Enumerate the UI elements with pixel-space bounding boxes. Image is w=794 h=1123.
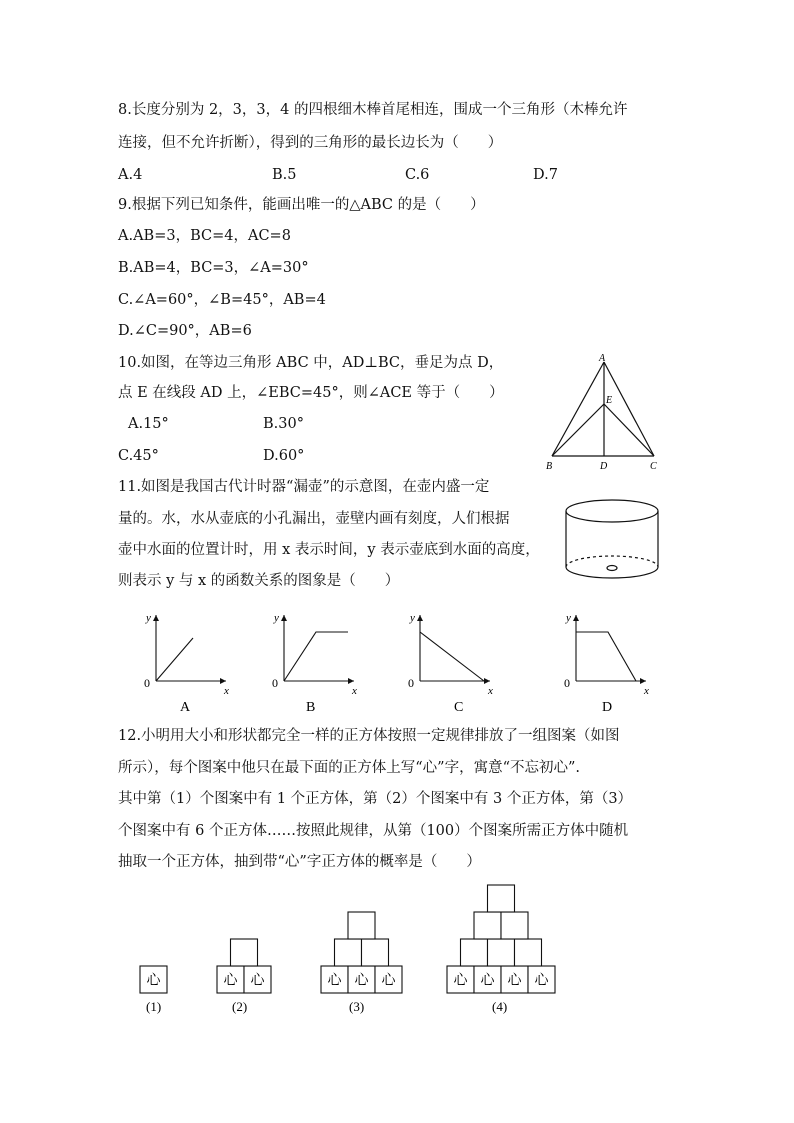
y-arrow — [417, 615, 423, 621]
pot-bottom-front — [566, 567, 658, 578]
y-label: y — [410, 612, 415, 624]
pattern-label-2: (2) — [232, 999, 248, 1014]
cube — [474, 912, 501, 939]
q12-stem-line5: 抽取一个正方体，抽到带“心”字正方体的概率是（ ） — [118, 854, 481, 870]
origin-label: 0 — [564, 676, 570, 690]
q11-stem-line4: 则表示 y 与 x 的函数关系的图象是（ ） — [118, 573, 400, 589]
q8-option-b: B.5 — [272, 167, 297, 183]
graph-line — [156, 638, 193, 681]
pot-rim — [566, 500, 658, 522]
y-arrow — [153, 615, 159, 621]
cube — [335, 939, 362, 966]
q10-stem-line2: 点 E 在线段 AD 上，∠EBC=45°，则∠ACE 等于（ ） — [118, 385, 504, 401]
side-ac — [604, 362, 654, 456]
q9-stem: 9.根据下列已知条件，能画出唯一的△ABC 的是（ ） — [118, 197, 485, 213]
segment-ce — [604, 404, 654, 456]
label-b: B — [546, 461, 553, 472]
q10-triangle-figure — [540, 352, 670, 474]
x-label: x — [644, 685, 649, 697]
cube — [488, 885, 515, 912]
x-label: x — [352, 685, 357, 697]
q9-option-c: C.∠A=60°，∠B=45°，AB=4 — [118, 292, 326, 308]
q10-option-d: D.60° — [263, 448, 305, 464]
leaking-pot-figure — [560, 494, 664, 582]
cube — [501, 912, 528, 939]
x-arrow — [348, 678, 354, 684]
label-e: E — [606, 395, 613, 406]
q12-stem-line1: 12.小明用大小和形状都完全一样的正方体按照一定规律排放了一组图案（如图 — [118, 728, 620, 744]
cube-char: 心 — [507, 973, 522, 989]
q10-option-b: B.30° — [263, 416, 304, 432]
x-arrow — [220, 678, 226, 684]
cube-char: 心 — [354, 973, 369, 989]
graph-a — [138, 605, 238, 717]
y-arrow — [573, 615, 579, 621]
cube-char: 心 — [480, 973, 495, 989]
cube — [515, 939, 542, 966]
x-label: x — [488, 685, 493, 697]
q9-option-b: B.AB=4，BC=3，∠A=30° — [118, 260, 309, 276]
side-ab — [552, 362, 604, 456]
x-arrow — [640, 678, 646, 684]
graph-line — [420, 632, 484, 681]
cube-char: 心 — [223, 973, 238, 989]
graph-d-label: D — [602, 700, 613, 715]
label-c: C — [650, 461, 657, 472]
y-label: y — [566, 612, 571, 624]
cube-char: 心 — [534, 973, 549, 989]
q8-option-c: C.6 — [405, 167, 430, 183]
y-arrow — [281, 615, 287, 621]
cube-char: 心 — [381, 973, 396, 989]
cube — [488, 939, 515, 966]
q12-cube-patterns — [130, 878, 560, 1026]
pot-hole — [607, 566, 617, 571]
graph-c — [402, 605, 502, 717]
segment-be — [552, 404, 604, 456]
y-label: y — [146, 612, 151, 624]
cube-char: 心 — [453, 973, 468, 989]
q10-option-a: A.15° — [128, 416, 169, 432]
q12-stem-line2: 所示），每个图案中他只在最下面的正方体上写“心”字，寓意“不忘初心”. — [118, 760, 581, 776]
q11-stem-line2: 量的。水，水从壶底的小孔漏出，壶壁内画有刻度，人们根据 — [118, 511, 510, 527]
graph-line — [284, 632, 348, 681]
q8-stem-line2: 连接，但不允许折断），得到的三角形的最长边长为（ ） — [118, 135, 503, 151]
label-d: D — [600, 461, 608, 472]
pattern-label-3: (3) — [349, 999, 365, 1014]
graph-a-label: A — [180, 700, 191, 715]
q8-option-a: A.4 — [118, 167, 143, 183]
graph-b-label: B — [306, 700, 316, 715]
graph-d — [558, 605, 658, 717]
graph-b — [266, 605, 366, 717]
cube — [231, 939, 258, 966]
q10-option-c: C.45° — [118, 448, 159, 464]
pattern-label-1: (1) — [146, 999, 162, 1014]
cube-char: 心 — [250, 973, 265, 989]
cube — [348, 912, 375, 939]
pattern-label-4: (4) — [492, 999, 508, 1014]
x-arrow — [484, 678, 490, 684]
q8-option-d: D.7 — [533, 167, 558, 183]
x-label: x — [224, 685, 229, 697]
cube-char: 心 — [146, 973, 161, 989]
q10-stem-line1: 10.如图，在等边三角形 ABC 中，AD⊥BC，垂足为点 D， — [118, 355, 504, 371]
origin-label: 0 — [144, 676, 150, 690]
q9-option-a: A.AB=3，BC=4，AC=8 — [118, 228, 291, 244]
q12-stem-line3: 其中第（1）个图案中有 1 个正方体，第（2）个图案中有 3 个正方体，第（3） — [118, 791, 633, 807]
graph-c-label: C — [454, 700, 464, 715]
cube — [461, 939, 488, 966]
q8-stem-line1: 8.长度分别为 2，3，3，4 的四根细木棒首尾相连，围成一个三角形（木棒允许 — [118, 102, 628, 118]
y-label: y — [274, 612, 279, 624]
origin-label: 0 — [408, 676, 414, 690]
q12-stem-line4: 个图案中有 6 个正方体……按照此规律，从第（100）个图案所需正方体中随机 — [118, 823, 629, 839]
graph-line — [576, 632, 636, 681]
q11-stem-line3: 壶中水面的位置计时，用 x 表示时间，y 表示壶底到水面的高度， — [118, 542, 540, 558]
cube-char: 心 — [327, 973, 342, 989]
origin-label: 0 — [272, 676, 278, 690]
q11-stem-line1: 11.如图是我国古代计时器“漏壶”的示意图，在壶内盛一定 — [118, 479, 490, 495]
cube — [362, 939, 389, 966]
label-a: A — [599, 353, 606, 364]
q9-option-d: D.∠C=90°，AB=6 — [118, 323, 252, 339]
